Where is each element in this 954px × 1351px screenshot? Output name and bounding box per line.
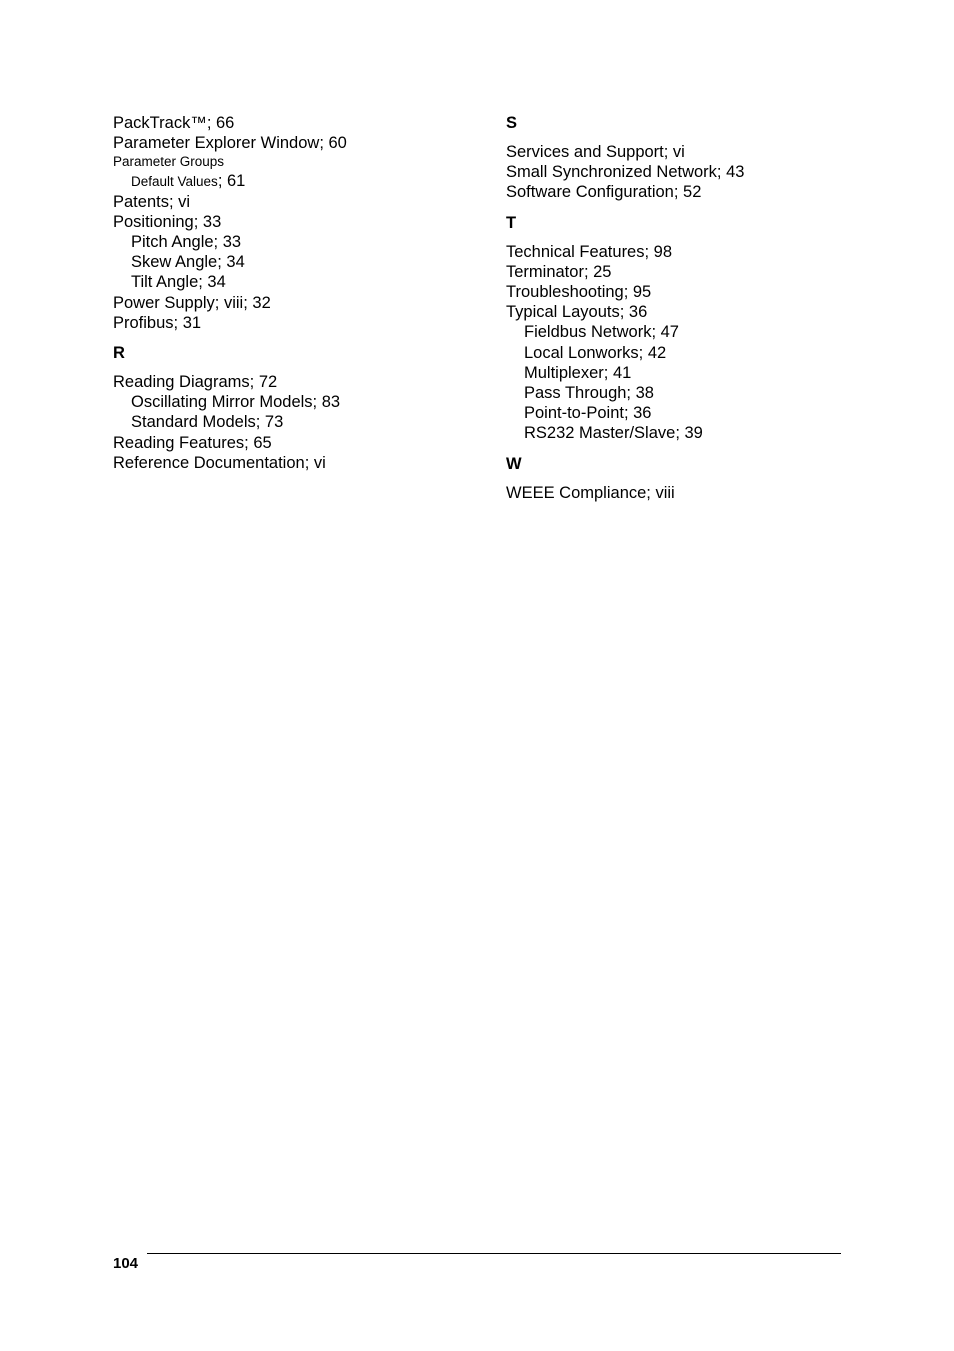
- index-subentry: Local Lonworks; 42: [524, 343, 667, 362]
- index-subentry: Pitch Angle; 33: [131, 233, 242, 252]
- index-subentry: Tilt Angle; 34: [131, 273, 226, 292]
- index-subentry: Multiplexer; 41: [524, 363, 632, 382]
- index-entry: Small Synchronized Network; 43: [506, 163, 745, 182]
- index-entry: Patents; vi: [113, 192, 191, 211]
- index-subentry: Pass Through; 38: [524, 384, 654, 403]
- index-entry: Troubleshooting; 95: [506, 283, 652, 302]
- index-column-right: [506, 113, 886, 503]
- index-subentry: [113, 171, 483, 191]
- index-entry: Software Configuration; 52: [506, 183, 702, 202]
- index-entry: Typical Layouts; 36: [506, 303, 648, 322]
- index-entry: Terminator; 25: [506, 262, 612, 281]
- index-entry: Technical Features; 98: [506, 242, 673, 261]
- index-entry: Positioning; 33: [113, 212, 222, 231]
- footer-divider: [147, 1253, 841, 1254]
- index-entry: WEEE Compliance; viii: [506, 483, 675, 502]
- index-entry: PackTrack™; 66: [113, 114, 235, 132]
- index-column-left: [113, 113, 483, 473]
- index-letter-heading: T: [506, 213, 517, 232]
- index-letter-heading: R: [113, 344, 125, 363]
- index-subentry: Point-to-Point; 36: [524, 404, 652, 423]
- index-entry: Parameter Groups: [113, 154, 225, 170]
- index-subentry: Skew Angle; 34: [131, 253, 245, 272]
- index-subentry: Fieldbus Network; 47: [524, 323, 679, 342]
- index-entry: Profibus; 31: [113, 313, 202, 332]
- index-subentry: RS232 Master/Slave; 39: [524, 424, 703, 443]
- index-entry: Reading Features; 65: [113, 433, 272, 452]
- index-subentry: Oscillating Mirror Models; 83: [131, 393, 341, 412]
- index-entry: Reference Documentation; vi: [113, 453, 326, 472]
- index-entry: Reading Diagrams; 72: [113, 373, 278, 392]
- page-number: 104: [113, 1255, 139, 1272]
- index-subentry-page: ; 61: [217, 172, 246, 191]
- index-entry: Parameter Explorer Window; 60: [113, 134, 347, 153]
- index-subentry: Standard Models; 73: [131, 413, 284, 432]
- index-entry: Services and Support; vi: [506, 143, 685, 161]
- index-entry: Power Supply; viii; 32: [113, 293, 271, 312]
- index-letter-heading: W: [506, 454, 522, 473]
- index-letter-heading: S: [506, 114, 518, 132]
- index-subentry-label: Default Values: [131, 174, 218, 190]
